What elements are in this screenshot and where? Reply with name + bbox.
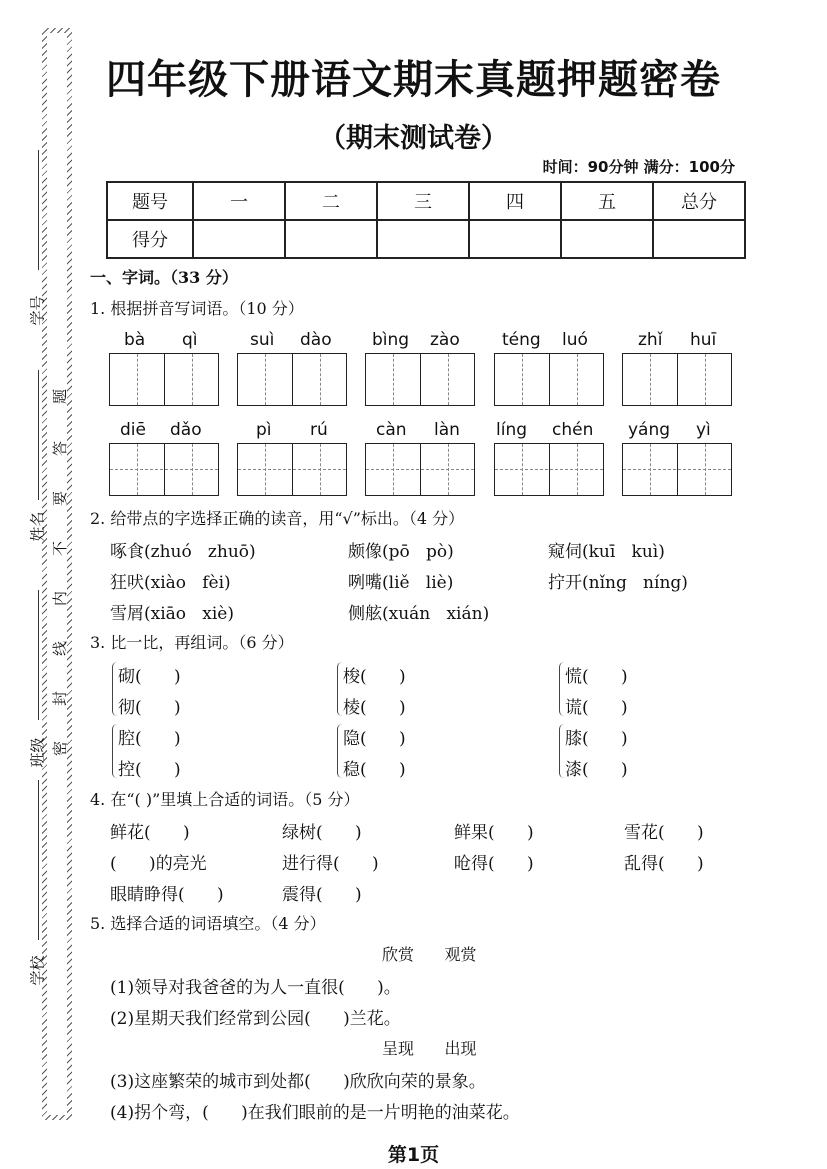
pronunciation-item[interactable]: 颇像(pō pò)	[348, 542, 454, 562]
seal-char: 答	[51, 440, 70, 457]
label-name: 姓名	[28, 511, 47, 542]
compare-item[interactable]: 漆( )	[565, 760, 628, 780]
pronunciation-item[interactable]: 窥伺(kuī kuì)	[548, 542, 665, 562]
score-input-cell[interactable]	[285, 220, 377, 258]
pronunciation-item[interactable]: 雪屑(xiāo xiè)	[110, 604, 234, 624]
writing-grid[interactable]	[237, 353, 347, 406]
pronunciation-item[interactable]: 拧开(nǐng níng)	[548, 573, 688, 593]
table-row-label: 得分	[107, 220, 193, 258]
table-header-cell: 五	[561, 182, 653, 220]
compare-item[interactable]: 稳( )	[343, 760, 406, 780]
compare-item[interactable]: 棱( )	[343, 698, 406, 718]
fill-item[interactable]: 雪花( )	[624, 823, 704, 843]
page-title: 四年级下册语文期末真题押题密卷	[106, 57, 721, 103]
writing-grid[interactable]	[494, 443, 604, 496]
compare-item[interactable]: 梭( )	[343, 667, 406, 687]
pinyin: huī	[690, 330, 717, 350]
seal-char: 题	[51, 388, 70, 405]
table-header-cell: 四	[469, 182, 561, 220]
table-header-cell: 总分	[653, 182, 745, 220]
pinyin: dǎo	[170, 420, 202, 440]
sentence-item[interactable]: (2)星期天我们经常到公园( )兰花。	[110, 1009, 401, 1029]
compare-item[interactable]: 慌( )	[565, 667, 628, 687]
pinyin: pì	[256, 420, 272, 440]
writing-grid[interactable]	[622, 353, 732, 406]
score-input-cell[interactable]	[561, 220, 653, 258]
score-input-cell[interactable]	[653, 220, 745, 258]
pinyin: suì	[250, 330, 275, 350]
pinyin: bà	[124, 330, 146, 350]
seal-char: 线	[51, 640, 70, 657]
writing-grid[interactable]	[365, 353, 475, 406]
writing-grid[interactable]	[494, 353, 604, 406]
score-table-row	[107, 220, 745, 258]
label-school: 学校	[28, 955, 47, 986]
pinyin: diē	[120, 420, 146, 440]
score-input-cell[interactable]	[193, 220, 285, 258]
score-input-cell[interactable]	[377, 220, 469, 258]
fill-item[interactable]: 鲜果( )	[454, 823, 534, 843]
question-title: 4. 在“( )”里填上合适的词语。（5 分）	[90, 790, 360, 809]
question-title: 5. 选择合适的词语填空。（4 分）	[90, 914, 326, 933]
fill-item[interactable]: 乱得( )	[624, 854, 704, 874]
fill-item[interactable]: 绿树( )	[282, 823, 362, 843]
compare-item[interactable]: 腔( )	[118, 729, 181, 749]
fill-item[interactable]: 鲜花( )	[110, 823, 190, 843]
pinyin: dào	[300, 330, 332, 350]
pinyin: yì	[696, 420, 711, 440]
page-subtitle: （期末测试卷）	[319, 123, 508, 154]
binding-strip-inner	[47, 33, 67, 1115]
compare-item[interactable]: 砌( )	[118, 667, 181, 687]
fill-item[interactable]: 呛得( )	[454, 854, 534, 874]
pronunciation-item[interactable]: 咧嘴(liě liè)	[348, 573, 454, 593]
pinyin: luó	[562, 330, 588, 350]
pinyin: chén	[552, 420, 594, 440]
pinyin: làn	[434, 420, 460, 440]
pinyin: qì	[182, 330, 198, 350]
compare-item[interactable]: 隐( )	[343, 729, 406, 749]
seal-char: 内	[51, 590, 70, 607]
section-title: 一、字词。（33 分）	[90, 268, 238, 287]
sentence-item[interactable]: (3)这座繁荣的城市到处都( )欣欣向荣的景象。	[110, 1072, 486, 1092]
compare-item[interactable]: 控( )	[118, 760, 181, 780]
pinyin: zhǐ	[638, 330, 663, 350]
fill-item[interactable]: 进行得( )	[282, 854, 379, 874]
label-student-id: 学号	[28, 295, 47, 326]
seal-char: 要	[51, 490, 70, 507]
writing-grid[interactable]	[109, 443, 219, 496]
table-header-cell: 题号	[107, 182, 193, 220]
fill-item[interactable]: ( )的亮光	[110, 854, 207, 874]
label-class: 班级	[28, 737, 47, 768]
sentence-item[interactable]: (1)领导对我爸爸的为人一直很( )。	[110, 978, 401, 998]
score-table	[106, 181, 746, 259]
pinyin: yáng	[628, 420, 671, 440]
page-number: 第1页	[387, 1144, 440, 1166]
writing-grid[interactable]	[237, 443, 347, 496]
question-title: 3. 比一比，再组词。（6 分）	[90, 633, 294, 652]
pronunciation-item[interactable]: 侧舷(xuán xián)	[348, 604, 490, 624]
compare-item[interactable]: 彻( )	[118, 698, 181, 718]
question-title: 1. 根据拼音写词语。（10 分）	[90, 299, 304, 318]
time-info: 时间：90分钟 满分：100分	[542, 158, 735, 176]
table-header-cell: 一	[193, 182, 285, 220]
pinyin: bìng	[372, 330, 410, 350]
pronunciation-item[interactable]: 狂吠(xiào fèi)	[110, 573, 231, 593]
fill-item[interactable]: 震得( )	[282, 885, 362, 905]
compare-item[interactable]: 膝( )	[565, 729, 628, 749]
question-title: 2. 给带点的字选择正确的读音，用“√”标出。（4 分）	[90, 509, 465, 528]
pinyin: líng	[496, 420, 528, 440]
sentence-item[interactable]: (4)拐个弯，( )在我们眼前的是一片明艳的油菜花。	[110, 1103, 520, 1123]
pinyin: zào	[430, 330, 460, 350]
writing-grid[interactable]	[365, 443, 475, 496]
seal-char: 不	[51, 540, 70, 557]
table-header-cell: 二	[285, 182, 377, 220]
compare-item[interactable]: 谎( )	[565, 698, 628, 718]
table-header-cell: 三	[377, 182, 469, 220]
writing-grid[interactable]	[622, 443, 732, 496]
score-table-header	[107, 182, 745, 220]
word-choices: 呈现 出现	[382, 1039, 477, 1058]
pinyin: téng	[502, 330, 541, 350]
pinyin: càn	[376, 420, 407, 440]
pronunciation-item[interactable]: 啄食(zhuó zhuō)	[110, 542, 256, 562]
pinyin: rú	[310, 420, 328, 440]
seal-char: 密	[51, 740, 70, 757]
seal-char: 封	[51, 690, 70, 707]
fill-item[interactable]: 眼睛睁得( )	[110, 885, 224, 905]
word-choices: 欣赏 观赏	[382, 945, 477, 964]
score-input-cell[interactable]	[469, 220, 561, 258]
writing-grid[interactable]	[109, 353, 219, 406]
